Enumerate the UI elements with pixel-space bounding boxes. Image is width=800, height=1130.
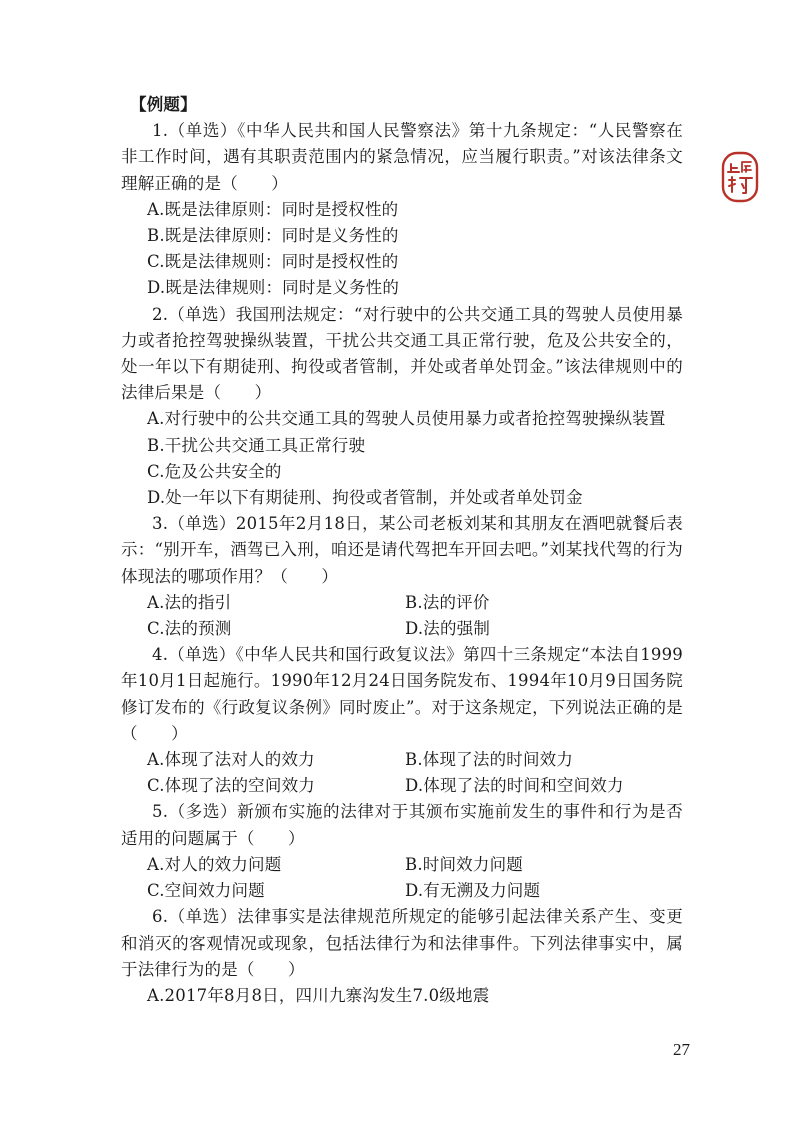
option-c: C.体现了法的空间效力 (147, 776, 315, 796)
option-b: B.体现了法的时间效力 (405, 750, 574, 770)
option-b: B.既是法律原则：同时是义务性的 (147, 226, 399, 246)
question-stem: 6.（单选）法律事实是法律规范所规定的能够引起法律关系产生、变更和消灭的客观情况或现象，包括法律行为和法律事件。下列法律事实中，属于法律行为的是（ ） (121, 907, 683, 979)
option-a: A.法的指引 (147, 592, 232, 612)
question-stem: 2.（单选）我国刑法规定：“对行驶中的公共交通工具的驾驶人员使用暴力或者抢控驾驶操纵装置，干扰公共交通工具正常行驶，危及公共安全的，处一年以下有期徒刑、拘役或者管制，并处或者单处罚金。”该法律规则中的法律后果是（ ） (121, 304, 683, 403)
option-c: C.空间效力问题 (147, 881, 265, 901)
question-stem: 3.（单选）2015年2月18日，某公司老板刘某和其朋友在酒吧就餐后表示：“别开车，酒驾已入刑，咱还是请代驾把车开回去吧。”刘某找代驾的行为体现法的哪项作用？（ ） (121, 514, 683, 586)
option-d: D.体现了法的时间和空间效力 (405, 776, 624, 796)
question-2 (121, 302, 683, 512)
question-3 (121, 511, 683, 642)
page-number: 27 (673, 1040, 690, 1059)
question-6 (121, 904, 683, 1009)
option-row (121, 852, 683, 878)
question-1 (121, 118, 683, 301)
option-c: C.既是法律规则：同时是授权性的 (147, 252, 399, 272)
option-a: A.对人的效力问题 (147, 854, 282, 874)
option-b: B.法的评价 (405, 592, 490, 612)
option-b: B.时间效力问题 (405, 854, 523, 874)
option-row (121, 747, 683, 773)
option-row (121, 878, 683, 904)
seal-logo (720, 150, 760, 204)
option-row (121, 773, 683, 799)
option-a: A.对行驶中的公共交通工具的驾驶人员使用暴力或者抢控驾驶操纵装置 (147, 409, 666, 429)
option-row (121, 590, 683, 616)
option-c: C.危及公共安全的 (147, 461, 282, 481)
option-a: A.2017年8月8日，四川九寨沟发生7.0级地震 (147, 985, 490, 1005)
option-a: A.既是法律原则：同时是授权性的 (147, 199, 399, 219)
option-a: A.体现了法对人的效力 (147, 750, 315, 770)
option-b: B.干扰公共交通工具正常行驶 (147, 435, 366, 455)
option-c: C.法的预测 (147, 619, 232, 639)
question-stem: 5.（多选）新颁布实施的法律对于其颁布实施前发生的事件和行为是否适用的问题属于（ ） (121, 802, 683, 848)
example-questions (121, 92, 683, 1009)
option-d: D.既是法律规则：同时是义务性的 (147, 278, 400, 298)
question-stem: 4.（单选）《中华人民共和国行政复议法》第四十三条规定“本法自1999年10月1日起施行。1990年12月24日国务院发布、1994年10月9日国务院修订发布的《行政复议条例》同时废止”。对于这条规定，下列说法正确的是（ ） (121, 645, 683, 743)
question-stem: 1.（单选）《中华人民共和国人民警察法》第十九条规定：“人民警察在非工作时间，遇有其职责范围内的紧急情况，应当履行职责。”对该法律条文理解正确的是（ ） (121, 121, 683, 193)
option-d: D.有无溯及力问题 (405, 881, 541, 901)
option-d: D.处一年以下有期徒刑、拘役或者管制，并处或者单处罚金 (147, 488, 583, 508)
question-5 (121, 799, 683, 904)
option-row (121, 616, 683, 642)
section-title: 【例题】 (130, 95, 197, 114)
option-d: D.法的强制 (405, 619, 491, 639)
question-4 (121, 642, 683, 799)
